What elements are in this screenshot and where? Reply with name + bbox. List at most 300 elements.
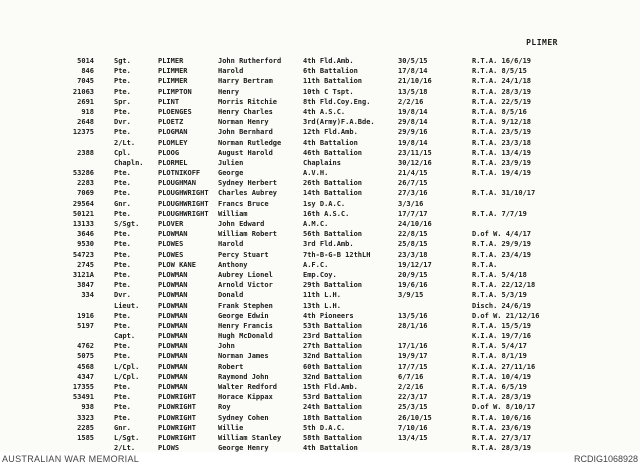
enlistment-date: 19/9/17 bbox=[398, 352, 428, 361]
enlistment-date: 7/10/16 bbox=[398, 423, 428, 432]
surname: PLOWES bbox=[158, 240, 184, 249]
roll-row bbox=[0, 229, 640, 239]
fate: R.T.A. 8/1/19 bbox=[472, 352, 527, 361]
fate: R.T.A. 23/5/19 bbox=[472, 128, 532, 137]
fate: R.T.A. 5/4/18 bbox=[472, 270, 527, 279]
fate: R.T.A. 28/3/19 bbox=[472, 87, 532, 96]
rank: Pte. bbox=[114, 270, 131, 279]
enlistment-date: 20/9/15 bbox=[398, 270, 428, 279]
fate: R.T.A. 23/3/18 bbox=[472, 138, 532, 147]
enlistment-date: 29/9/16 bbox=[398, 128, 428, 137]
service-number: 2388 bbox=[77, 148, 94, 157]
roll-row bbox=[0, 87, 640, 97]
enlistment-date: 26/10/15 bbox=[398, 413, 432, 422]
rank: Pte. bbox=[114, 342, 131, 351]
unit: 26th Battalion bbox=[303, 179, 363, 188]
archive-reference: RCDIG1068928 bbox=[573, 454, 638, 464]
rank: Pte. bbox=[114, 230, 131, 239]
roll-row bbox=[0, 56, 640, 66]
unit: 60th Battalion bbox=[303, 362, 363, 371]
unit: 29th Battalion bbox=[303, 281, 363, 290]
fate: K.I.A. 19/7/16 bbox=[472, 332, 532, 341]
roll-row bbox=[0, 331, 640, 341]
rank: L/Cpl. bbox=[114, 372, 140, 381]
roll-row bbox=[0, 76, 640, 86]
surname: PLOMLEY bbox=[158, 138, 188, 147]
fate: R.T.A. 23/6/19 bbox=[472, 423, 532, 432]
enlistment-date: 21/4/15 bbox=[398, 169, 428, 178]
unit: 4th Battalion bbox=[303, 444, 358, 453]
surname: PLOWES bbox=[158, 250, 184, 259]
service-number: 3847 bbox=[77, 281, 94, 290]
rank: Pte. bbox=[114, 403, 131, 412]
fate: D.of W. 8/10/17 bbox=[472, 403, 536, 412]
roll-row bbox=[0, 362, 640, 372]
rank: L/Sgt. bbox=[114, 433, 140, 442]
unit: 58th Battalion bbox=[303, 433, 363, 442]
surname: PLOTNIKOFF bbox=[158, 169, 201, 178]
enlistment-date: 22/3/17 bbox=[398, 393, 428, 402]
fate: R.T.A. 15/5/19 bbox=[472, 321, 532, 330]
enlistment-date: 30/5/15 bbox=[398, 57, 428, 65]
service-number: 2285 bbox=[77, 423, 94, 432]
unit: 13th L.H. bbox=[303, 301, 341, 310]
unit: A.F.C. bbox=[303, 260, 329, 269]
fate: R.T.A. 22/12/18 bbox=[472, 281, 536, 290]
surname: PLORMEL bbox=[158, 158, 188, 167]
given-names: George bbox=[218, 169, 244, 178]
enlistment-date: 17/7/17 bbox=[398, 209, 428, 218]
unit: 8th Fld.Coy.Eng. bbox=[303, 97, 371, 106]
enlistment-date: 13/4/15 bbox=[398, 433, 428, 442]
service-number: 50121 bbox=[72, 209, 94, 218]
unit: 6th Battalion bbox=[303, 67, 358, 76]
roll-row bbox=[0, 413, 640, 423]
surname: PLOWS bbox=[158, 444, 180, 453]
service-number: 2283 bbox=[77, 179, 94, 188]
rank: Dvr. bbox=[114, 118, 131, 127]
service-number: 846 bbox=[81, 67, 94, 76]
enlistment-date: 22/8/15 bbox=[398, 230, 428, 239]
given-names: Harold bbox=[218, 240, 244, 249]
fate: R.T.A. 9/12/18 bbox=[472, 118, 532, 127]
roll-row bbox=[0, 107, 640, 117]
given-names: Robert bbox=[218, 362, 244, 371]
rank: Pte. bbox=[114, 281, 131, 290]
fate: R.T.A. 7/7/19 bbox=[472, 209, 527, 218]
surname: PLOWRIGHT bbox=[158, 413, 196, 422]
given-names: Percy Stuart bbox=[218, 250, 269, 259]
fate: R.T.A. 31/10/17 bbox=[472, 189, 536, 198]
rank: Pte. bbox=[114, 209, 131, 218]
surname: PLOGMAN bbox=[158, 128, 188, 137]
service-number: 3646 bbox=[77, 230, 94, 239]
given-names: Frank Stephen bbox=[218, 301, 273, 310]
roll-row bbox=[0, 372, 640, 382]
given-names: Norman James bbox=[218, 352, 269, 361]
rank: Pte. bbox=[114, 250, 131, 259]
given-names: William Stanley bbox=[218, 433, 282, 442]
surname: PLOWRIGHT bbox=[158, 433, 196, 442]
given-names: Walter Redford bbox=[218, 383, 278, 391]
enlistment-date: 24/10/16 bbox=[398, 220, 432, 228]
enlistment-date: 27/3/16 bbox=[398, 189, 428, 198]
surname: PLIMPTON bbox=[158, 87, 192, 96]
service-number: 3121A bbox=[72, 270, 94, 279]
given-names: George Henry bbox=[218, 444, 269, 453]
rank: Cpl. bbox=[114, 148, 131, 157]
given-names: Julien bbox=[218, 158, 244, 167]
service-number: 5014 bbox=[77, 57, 94, 65]
given-names: John Edward bbox=[218, 220, 265, 228]
rank: Gnr. bbox=[114, 423, 131, 432]
given-names: Raymond John bbox=[218, 372, 269, 381]
enlistment-date: 2/2/16 bbox=[398, 97, 424, 106]
service-number: 9530 bbox=[77, 240, 94, 249]
unit: 14th Battalion bbox=[303, 189, 363, 198]
roll-row bbox=[0, 392, 640, 402]
enlistment-date: 6/7/16 bbox=[398, 372, 424, 381]
surname: PLOWRIGHT bbox=[158, 403, 196, 412]
rank: Pte. bbox=[114, 67, 131, 76]
enlistment-date: 13/5/18 bbox=[398, 87, 428, 96]
rank: L/Cpl. bbox=[114, 362, 140, 371]
enlistment-date: 17/7/15 bbox=[398, 362, 428, 371]
roll-row bbox=[0, 351, 640, 361]
unit: 5th D.A.C. bbox=[303, 423, 346, 432]
service-number: 1585 bbox=[77, 433, 94, 442]
given-names: Henry Francis bbox=[218, 321, 273, 330]
unit: 3rd(Army)F.A.Bde. bbox=[303, 118, 375, 127]
service-number: 4568 bbox=[77, 362, 94, 371]
rank: Sgt. bbox=[114, 57, 131, 65]
surname: PLOWMAN bbox=[158, 383, 188, 391]
given-names: Hugh McDonald bbox=[218, 332, 273, 341]
surname: PLOWMAN bbox=[158, 301, 188, 310]
fate: R.T.A. 19/4/19 bbox=[472, 169, 532, 178]
service-number: 938 bbox=[81, 403, 94, 412]
roll-row bbox=[0, 168, 640, 178]
surname: PLOWMAN bbox=[158, 291, 188, 300]
service-number: 3323 bbox=[77, 413, 94, 422]
unit: 56th Battalion bbox=[303, 230, 363, 239]
enlistment-date: 3/9/15 bbox=[398, 291, 424, 300]
unit: 27th Battalion bbox=[303, 342, 363, 351]
rank: Capt. bbox=[114, 332, 136, 341]
enlistment-date: 3/3/16 bbox=[398, 199, 424, 208]
enlistment-date: 30/12/16 bbox=[398, 158, 432, 167]
roll-row bbox=[0, 138, 640, 148]
roll-row bbox=[0, 199, 640, 209]
unit: 11th Battalion bbox=[303, 77, 363, 86]
unit: 32nd Battalion bbox=[303, 352, 363, 361]
unit: 7th-B-G-B 12thLH bbox=[303, 250, 371, 259]
archive-footer bbox=[0, 452, 640, 466]
unit: 15th Fld.Amb. bbox=[303, 383, 358, 391]
enlistment-date: 19/8/14 bbox=[398, 107, 428, 116]
roll-row bbox=[0, 97, 640, 107]
fate: R.T.A. 27/3/17 bbox=[472, 433, 532, 442]
given-names: John Rutherford bbox=[218, 57, 282, 65]
unit: 53th Battalion bbox=[303, 321, 363, 330]
unit: A.V.H. bbox=[303, 169, 329, 178]
fate: R.T.A. 24/1/18 bbox=[472, 77, 532, 86]
rank: Pte. bbox=[114, 179, 131, 188]
rank: Pte. bbox=[114, 77, 131, 86]
rank: Pte. bbox=[114, 311, 131, 320]
fate: R.T.A. 8/5/16 bbox=[472, 107, 527, 116]
enlistment-date: 28/1/16 bbox=[398, 321, 428, 330]
roll-row bbox=[0, 341, 640, 351]
rank: 2/Lt. bbox=[114, 138, 136, 147]
roll-row bbox=[0, 402, 640, 412]
unit: A.M.C. bbox=[303, 220, 329, 228]
given-names: Arnold Victor bbox=[218, 281, 273, 290]
service-number: 5197 bbox=[77, 321, 94, 330]
enlistment-date: 21/10/16 bbox=[398, 77, 432, 86]
surname: PLOVER bbox=[158, 220, 184, 228]
rank: Pte. bbox=[114, 383, 131, 391]
unit: 24th Battalion bbox=[303, 403, 363, 412]
surname: PLOWMAN bbox=[158, 311, 188, 320]
surname: PLOETZ bbox=[158, 118, 184, 127]
unit: 46th Battalion bbox=[303, 148, 363, 157]
surname: PLINT bbox=[158, 97, 180, 106]
roll-row bbox=[0, 290, 640, 300]
archive-name: AUSTRALIAN WAR MEMORIAL bbox=[2, 454, 140, 464]
given-names: Henry bbox=[218, 87, 240, 96]
given-names: William bbox=[218, 209, 248, 218]
service-number: 5075 bbox=[77, 352, 94, 361]
rank: Gnr. bbox=[114, 199, 131, 208]
service-number: 4347 bbox=[77, 372, 94, 381]
enlistment-date: 17/8/14 bbox=[398, 67, 428, 76]
roll-row bbox=[0, 311, 640, 321]
unit: 3rd Fld.Amb. bbox=[303, 240, 354, 249]
rank: Pte. bbox=[114, 87, 131, 96]
surname: PLIMMER bbox=[158, 67, 188, 76]
enlistment-date: 25/3/15 bbox=[398, 403, 428, 412]
given-names: Sydney Cohen bbox=[218, 413, 269, 422]
roll-row bbox=[0, 321, 640, 331]
surname: PLOOG bbox=[158, 148, 180, 157]
fate: R.T.A. 8/5/15 bbox=[472, 67, 527, 76]
given-names: Roy bbox=[218, 403, 231, 412]
surname: PLOWMAN bbox=[158, 352, 188, 361]
given-names: Morris Ritchie bbox=[218, 97, 278, 106]
service-number: 17355 bbox=[72, 383, 94, 391]
given-names: Anthony bbox=[218, 260, 248, 269]
unit: 4th Fld.Amb. bbox=[303, 57, 354, 65]
roll-row bbox=[0, 66, 640, 76]
unit: 4th Battalion bbox=[303, 138, 358, 147]
rank: Pte. bbox=[114, 393, 131, 402]
given-names: Charles Aubrey bbox=[218, 189, 278, 198]
roll-row bbox=[0, 148, 640, 158]
service-number: 13133 bbox=[72, 220, 94, 228]
given-names: George Edwin bbox=[218, 311, 269, 320]
enlistment-date: 19/6/16 bbox=[398, 281, 428, 290]
unit: 53rd Battalion bbox=[303, 393, 363, 402]
fate: R.T.A. bbox=[472, 260, 498, 269]
given-names: Donald bbox=[218, 291, 244, 300]
rank: S/Sgt. bbox=[114, 220, 140, 228]
given-names: Norman Rutledge bbox=[218, 138, 282, 147]
surname: PLOWMAN bbox=[158, 362, 188, 371]
fate: R.T.A. 23/4/19 bbox=[472, 250, 532, 259]
fate: R.T.A. 16/6/19 bbox=[472, 57, 532, 65]
surname: PLOUGHWRIGHT bbox=[158, 209, 209, 218]
enlistment-date: 29/8/14 bbox=[398, 118, 428, 127]
service-number: 918 bbox=[81, 107, 94, 116]
given-names: John bbox=[218, 342, 235, 351]
unit: 11th L.H. bbox=[303, 291, 341, 300]
roll-row bbox=[0, 209, 640, 219]
surname: PLIMMER bbox=[158, 77, 188, 86]
service-number: 12375 bbox=[72, 128, 94, 137]
given-names: Henry Charles bbox=[218, 107, 273, 116]
enlistment-date: 2/2/16 bbox=[398, 383, 424, 391]
unit: 12th Fld.Amb. bbox=[303, 128, 358, 137]
enlistment-date: 17/1/16 bbox=[398, 342, 428, 351]
service-number: 54723 bbox=[72, 250, 94, 259]
roll-row bbox=[0, 270, 640, 280]
fate: R.T.A. 10/6/16 bbox=[472, 413, 532, 422]
rank: Dvr. bbox=[114, 291, 131, 300]
roll-row bbox=[0, 423, 640, 433]
roll-row bbox=[0, 382, 640, 392]
rank: Pte. bbox=[114, 189, 131, 198]
rank: Pte. bbox=[114, 352, 131, 361]
surname: PLOUGHWRIGHT bbox=[158, 199, 209, 208]
page-header-surname: PLIMER bbox=[526, 38, 558, 47]
service-number: 4762 bbox=[77, 342, 94, 351]
given-names: Francs Bruce bbox=[218, 199, 269, 208]
service-number: 2648 bbox=[77, 118, 94, 127]
surname: PLIMER bbox=[158, 57, 184, 65]
roll-row bbox=[0, 127, 640, 137]
surname: PLOWMAN bbox=[158, 270, 188, 279]
unit: 18th Battalion bbox=[303, 413, 363, 422]
rank: Lieut. bbox=[114, 301, 140, 310]
service-number: 21063 bbox=[72, 87, 94, 96]
rank: Pte. bbox=[114, 128, 131, 137]
fate: R.T.A. 5/3/19 bbox=[472, 291, 527, 300]
unit: Chaplains bbox=[303, 158, 341, 167]
enlistment-date: 19/12/17 bbox=[398, 260, 432, 269]
unit: 10th C Tspt. bbox=[303, 87, 354, 96]
unit: 32nd Battalion bbox=[303, 372, 363, 381]
fate: Disch. 24/6/19 bbox=[472, 301, 532, 310]
fate: R.T.A. 28/3/19 bbox=[472, 444, 532, 453]
roll-row bbox=[0, 250, 640, 260]
fate: R.T.A. 6/5/19 bbox=[472, 383, 527, 391]
service-number: 334 bbox=[81, 291, 94, 300]
service-number: 29564 bbox=[72, 199, 94, 208]
unit: 23rd Battalion bbox=[303, 332, 363, 341]
unit: 1sy D.A.C. bbox=[303, 199, 346, 208]
given-names: Sydney Herbert bbox=[218, 179, 278, 188]
rank: 2/Lt. bbox=[114, 444, 136, 453]
roll-row bbox=[0, 260, 640, 270]
surname: PLOWMAN bbox=[158, 372, 188, 381]
unit: 16th A.S.C. bbox=[303, 209, 350, 218]
service-number: 7045 bbox=[77, 77, 94, 86]
unit: 4th Pioneers bbox=[303, 311, 354, 320]
service-number: 53491 bbox=[72, 393, 94, 402]
unit: 4th A.S.C. bbox=[303, 107, 346, 116]
given-names: Aubrey Lionel bbox=[218, 270, 273, 279]
surname: PLOWMAN bbox=[158, 230, 188, 239]
service-number: 2745 bbox=[77, 260, 94, 269]
rank: Pte. bbox=[114, 413, 131, 422]
surname: PLOW KANE bbox=[158, 260, 196, 269]
roll-row bbox=[0, 188, 640, 198]
roll-row bbox=[0, 117, 640, 127]
given-names: Harry Bertram bbox=[218, 77, 273, 86]
rank: Pte. bbox=[114, 107, 131, 116]
fate: R.T.A. 5/4/17 bbox=[472, 342, 527, 351]
given-names: William Robert bbox=[218, 230, 278, 239]
rank: Pte. bbox=[114, 169, 131, 178]
enlistment-date: 23/3/18 bbox=[398, 250, 428, 259]
surname: PLOWMAN bbox=[158, 332, 188, 341]
given-names: Norman Henry bbox=[218, 118, 269, 127]
fate: K.I.A. 27/11/16 bbox=[472, 362, 536, 371]
given-names: August Harold bbox=[218, 148, 273, 157]
rank: Spr. bbox=[114, 97, 131, 106]
surname: PLOWRIGHT bbox=[158, 423, 196, 432]
roll-entries bbox=[0, 56, 640, 453]
given-names: John Bernhard bbox=[218, 128, 273, 137]
roll-row bbox=[0, 280, 640, 290]
surname: PLOENGES bbox=[158, 107, 192, 116]
fate: R.T.A. 28/3/19 bbox=[472, 393, 532, 402]
enlistment-date: 25/8/15 bbox=[398, 240, 428, 249]
enlistment-date: 23/11/15 bbox=[398, 148, 432, 157]
roll-row bbox=[0, 158, 640, 168]
service-number: 1916 bbox=[77, 311, 94, 320]
service-number: 2691 bbox=[77, 97, 94, 106]
surname: PLOWMAN bbox=[158, 281, 188, 290]
given-names: Horace Kippax bbox=[218, 393, 273, 402]
rank: Pte. bbox=[114, 240, 131, 249]
rank: Chapln. bbox=[114, 158, 144, 167]
fate: D.of W. 4/4/17 bbox=[472, 230, 532, 239]
roll-row bbox=[0, 433, 640, 443]
fate: R.T.A. 10/4/19 bbox=[472, 372, 532, 381]
fate: D.of W. 21/12/16 bbox=[472, 311, 540, 320]
fate: R.T.A. 29/9/19 bbox=[472, 240, 532, 249]
unit: Emp.Coy. bbox=[303, 270, 337, 279]
surname: PLOUGHMAN bbox=[158, 179, 196, 188]
roll-row bbox=[0, 219, 640, 229]
given-names: Willie bbox=[218, 423, 244, 432]
fate: R.T.A. 23/9/19 bbox=[472, 158, 532, 167]
fate: R.T.A. 22/5/19 bbox=[472, 97, 532, 106]
given-names: Harold bbox=[218, 67, 244, 76]
surname: PLOWRIGHT bbox=[158, 393, 196, 402]
service-number: 7069 bbox=[77, 189, 94, 198]
roll-row bbox=[0, 239, 640, 249]
rank: Pte. bbox=[114, 260, 131, 269]
surname: PLOUGHWRIGHT bbox=[158, 189, 209, 198]
rank: Pte. bbox=[114, 321, 131, 330]
roll-row bbox=[0, 301, 640, 311]
enlistment-date: 19/8/14 bbox=[398, 138, 428, 147]
surname: PLOWMAN bbox=[158, 342, 188, 351]
roll-row bbox=[0, 178, 640, 188]
